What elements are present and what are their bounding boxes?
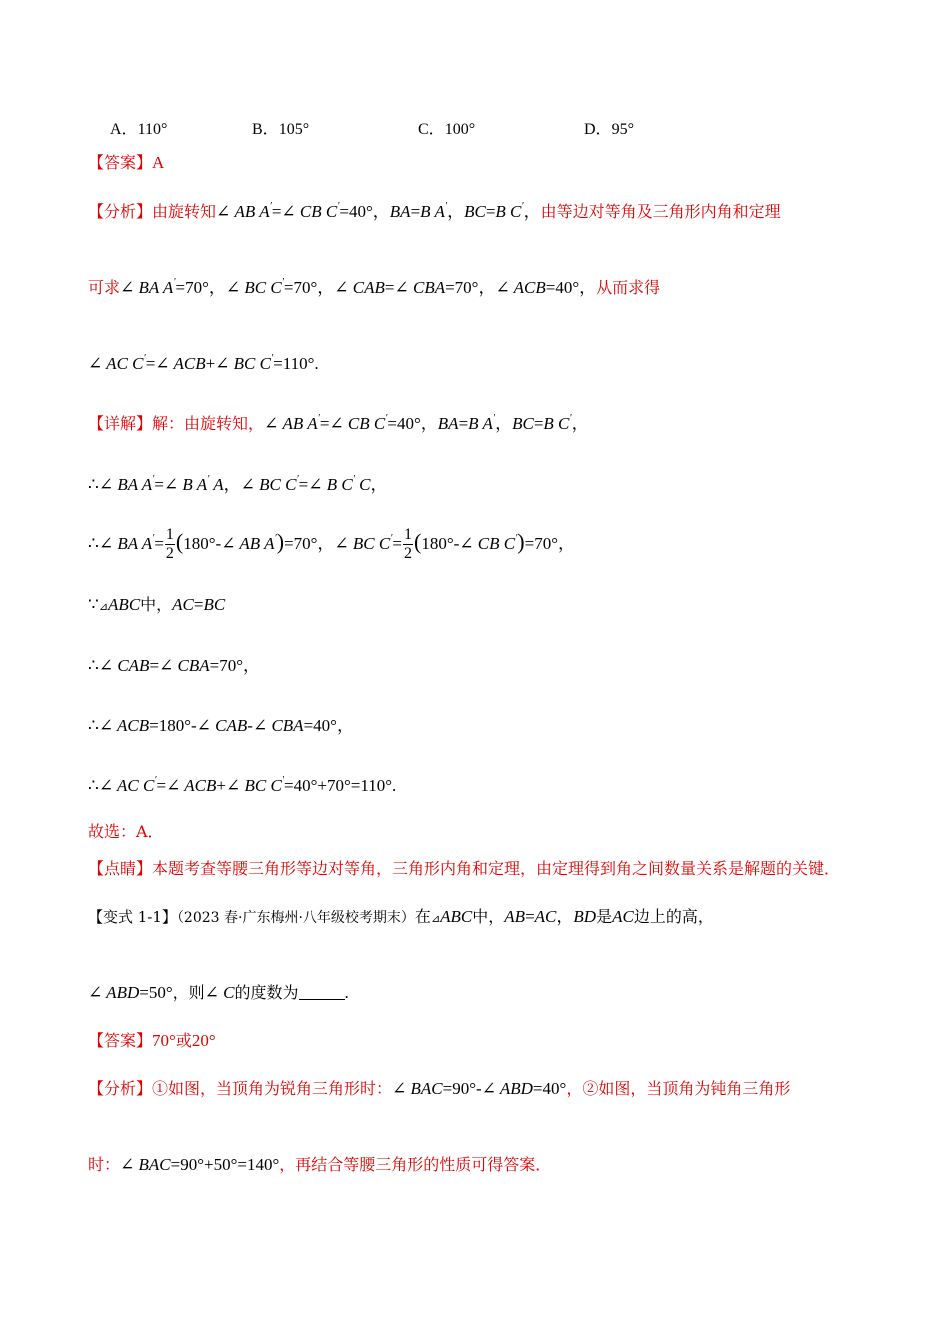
option-b: B．105° <box>252 121 310 138</box>
answer2-tag: 【答案】 <box>88 1031 153 1050</box>
option-a: A．110° <box>110 121 168 138</box>
answer2-line: 【答案】70°或20° <box>88 1031 216 1050</box>
answer-line <box>88 152 164 174</box>
analysis1-line2: 可求∠ BA A′=70°，∠ BC C′=70°，∠ CAB=∠ CBA=70°，∠ ACB=40°，从而求得 <box>88 277 661 297</box>
analysis-tag: 【分析】 <box>88 202 153 221</box>
detail-line4: ∵⊿ABC中，AC=BC <box>88 595 226 614</box>
answer-tag: 【答案】 <box>88 153 153 172</box>
detail-line7: ∴∠ AC C′=∠ ACB+∠ BC C′=40°+70°=110°. <box>88 775 397 795</box>
option-d: D．95° <box>584 121 634 138</box>
detail-line3: ∴∠ BA A′= $\frac{1}{2}$ (180°-∠ AB A′)=70°，∠ BC C′= $\frac{1}{2}$ (180°-∠ CB C′)=70°， <box>88 526 576 562</box>
detail-tag: 【详解】 <box>88 414 153 433</box>
detail-line6: ∴∠ ACB=180°-∠ CAB-∠ CBA=40°， <box>88 716 354 735</box>
variant-line1: 【变式 1-1】（2023 春·广东梅州·八年级校考期末）在⊿ABC中，AB=AC，BD是AC边上的高， <box>88 907 714 926</box>
detail-line5: ∴∠ CAB=∠ CBA=70°， <box>88 656 261 675</box>
analysis1-line3: ∠ AC C′=∠ ACB+∠ BC C′=110°. <box>88 353 319 373</box>
analysis1-line1: 【分析】由旋转知∠ AB A′=∠ CB C′=40°，BA=B A′，BC=B C′，由等边对等角及三角形内角和定理 <box>88 201 781 221</box>
variant-tag: 【变式 1-1】 <box>88 908 177 926</box>
comment-line: 【点睛】本题考查等腰三角形等边对等角，三角形内角和定理，由定理得到角之间数量关系是解题的关键． <box>88 859 841 878</box>
variant-source: （2023 春·广东梅州·八年级校考期末） <box>176 910 415 926</box>
detail-line2: ∴∠ BA A′=∠ B A′ A，∠ BC C′=∠ B C′ C， <box>88 474 388 494</box>
answer-blank[interactable] <box>299 983 345 1000</box>
analysis2-line1: 【分析】①如图，当顶角为锐角三角形时：∠ BAC=90°-∠ ABD=40°，②如图，当顶角为钝角三角形 <box>88 1079 791 1098</box>
answer-value: A <box>152 153 165 172</box>
analysis2-line2: 时：∠ BAC=90°+50°=140°，再结合等腰三角形的性质可得答案． <box>88 1155 552 1174</box>
option-c: C．100° <box>418 121 476 138</box>
analysis2-tag: 【分析】 <box>88 1079 153 1098</box>
detail-line1: 【详解】解：由旋转知，∠ AB A′=∠ CB C′=40°，BA=B A′，BC=B C′， <box>88 413 589 433</box>
choice-line: 故选：A． <box>88 822 164 841</box>
comment-tag: 【点睛】 <box>88 859 153 878</box>
variant-line2: ∠ ABD=50°，则∠ C的度数为 . <box>88 983 349 1002</box>
